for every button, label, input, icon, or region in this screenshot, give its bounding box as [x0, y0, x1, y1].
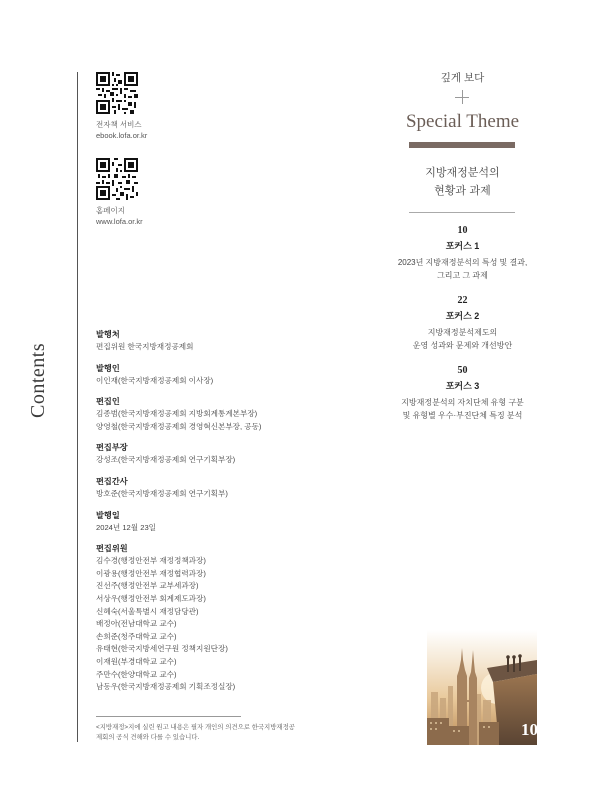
credit-heading: 편집간사: [96, 476, 128, 486]
credit-line: 남동우(한국지방재정공제회 기획조정실장): [96, 682, 236, 692]
ebook-qr-label-title: 전자책 서비스: [96, 120, 142, 129]
focus-tag: 포커스 2: [445, 311, 480, 321]
focus-description: [385, 256, 540, 282]
credit-line: 주만수(한양대학교 교수): [96, 669, 177, 679]
credit-heading: 편집위원: [96, 544, 128, 554]
credit-heading: 편집부장: [96, 443, 128, 453]
credit-line: 신혜숙(서울특별시 재정담당관): [96, 606, 199, 616]
accent-bar: [409, 142, 515, 148]
credit-heading: 발행인: [96, 363, 120, 373]
ebook-qr-label: [96, 119, 147, 141]
credit-line: 김종범(한국지방재정공제회 지방회계통계본부장): [96, 409, 258, 419]
masthead-credits: [96, 329, 316, 703]
credit-heading: 발행일: [96, 510, 120, 520]
credit-line: 방호준(한국지방재정공제회 연구기획부): [96, 488, 228, 498]
credit-line: 유태현(한국지방세연구원 정책지원단장): [96, 644, 228, 654]
credit-line: 진선주(행정안전부 교부세과장): [96, 581, 199, 591]
credit-line: 이인재(한국지방재정공제회 이사장): [96, 375, 214, 385]
credit-line: 서상우(행정안전부 회계제도과장): [96, 593, 206, 603]
credit-line: 김수경(행정안전부 재정정책과장): [96, 556, 206, 566]
theme-title-line1: 지방재정분석의: [425, 166, 500, 179]
section-kicker: 깊게 보다: [440, 72, 485, 84]
focus-description: [385, 326, 540, 352]
homepage-qr-label-title: 홈페이지: [96, 206, 125, 215]
credit-group-publisher: [96, 329, 316, 354]
focus-description-line: 2023년 지방재정분석의 특성 및 결과,: [397, 258, 528, 267]
homepage-qr-code[interactable]: [96, 158, 138, 200]
credit-line: 양영철(한국지방재정공제회 경영혁신본부장, 공동): [96, 421, 262, 431]
plus-icon: [455, 90, 469, 104]
contents-title: Contents: [27, 342, 49, 418]
focus-description-line: 운영 성과와 문제와 개선방안: [412, 341, 513, 350]
credit-group-committee: [96, 543, 316, 694]
focus-tag: 포커스 3: [445, 381, 480, 391]
vertical-divider: [77, 72, 78, 742]
homepage-qr-label: [96, 205, 143, 227]
focus-item-3[interactable]: [385, 364, 540, 422]
focus-page-number: 50: [457, 365, 468, 376]
theme-divider: [409, 212, 515, 213]
credit-heading: 편집인: [96, 397, 120, 407]
focus-description-line: 및 유형별 우수·부진단체 특징 분석: [402, 411, 523, 420]
disclaimer-footnote: <지방재정>지에 실린 원고 내용은 필자 개인의 의견으로 한국지방재정공제회의 공식 견해와 다를 수 있습니다.: [96, 724, 295, 741]
credit-group-editor: [96, 396, 316, 433]
credit-line: 이재원(부경대학교 교수): [96, 656, 177, 666]
footnote-divider: [96, 716, 241, 717]
credit-line: 2024년 12월 23일: [96, 522, 157, 532]
homepage-qr-label-url[interactable]: www.lofa.or.kr: [96, 217, 143, 226]
credit-group-secretary: [96, 476, 316, 501]
theme-title: [395, 164, 530, 200]
credit-line: 손희준(청주대학교 교수): [96, 631, 177, 641]
credit-line: 강성조(한국지방재정공제회 연구기획부장): [96, 455, 236, 465]
credit-heading: 발행처: [96, 330, 120, 339]
focus-item-2[interactable]: [385, 294, 540, 352]
credit-group-issuer: [96, 363, 316, 388]
focus-page-number: 10: [457, 225, 468, 236]
credit-line: 배정아(전남대학교 교수): [96, 619, 177, 629]
focus-page-number: 22: [457, 295, 468, 306]
ebook-qr-code[interactable]: [96, 72, 138, 114]
theme-title-line2: 현황과 과제: [434, 184, 491, 197]
ebook-qr-label-url[interactable]: ebook.lofa.or.kr: [96, 131, 148, 140]
special-theme-title: Special Theme: [405, 111, 520, 132]
focus-item-1[interactable]: [385, 224, 540, 282]
focus-description-line: 지방재정분석의 자치단체 유형 구분: [401, 398, 524, 407]
focus-description-line: 그리고 그 과제: [437, 271, 488, 280]
focus-description-line: 지방재정분석제도의: [427, 328, 498, 337]
credit-group-publish-date: [96, 510, 316, 535]
focus-tag: 포커스 1: [445, 241, 480, 251]
credit-line: 이광용(행정안전부 재정협력과장): [96, 568, 206, 578]
focus-description: [385, 396, 540, 422]
credit-group-managing-editor: [96, 442, 316, 467]
credit-line: 편집위원 한국지방재정공제회: [96, 342, 194, 351]
page-number: 10: [521, 720, 538, 739]
